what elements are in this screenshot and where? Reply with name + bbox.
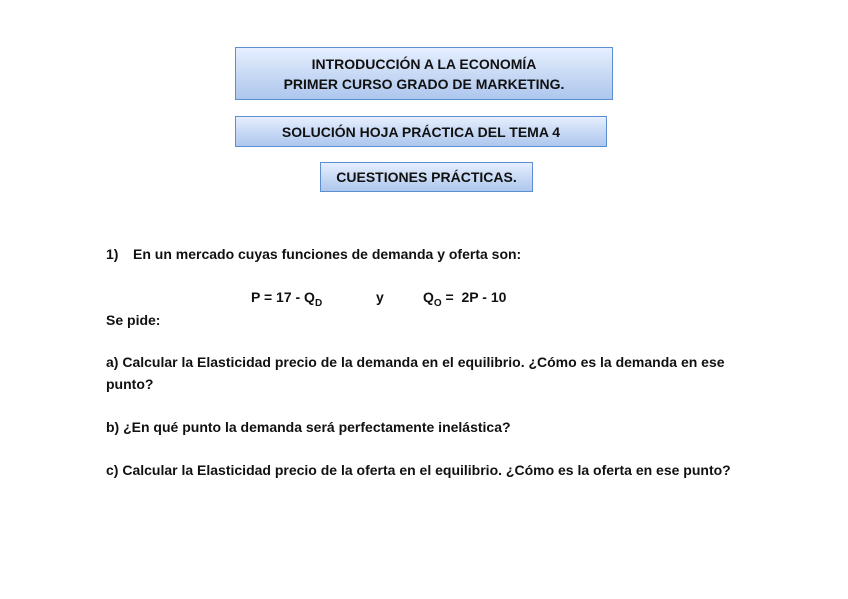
demand-function — [251, 286, 322, 308]
part-a-question: a) Calcular la Elasticidad precio de la demanda en el equilibrio. ¿Cómo es la demanda en ese punto? — [106, 354, 725, 392]
solution-title: SOLUCIÓN HOJA PRÁCTICA DEL TEMA 4 — [281, 123, 561, 140]
question-1-text: En un mercado cuyas funciones de demanda y oferta son: — [133, 246, 522, 262]
question-1-number: 1) — [106, 246, 119, 262]
part-b-question: b) ¿En qué punto la demanda será perfectamente inelástica? — [106, 419, 511, 435]
se-pide-label: Se pide: — [106, 312, 161, 328]
demand-subscript: D — [314, 298, 323, 309]
course-title-line2: PRIMER CURSO GRADO DE MARKETING. — [283, 75, 565, 92]
course-title-line1: INTRODUCCIÓN A LA ECONOMÍA — [311, 55, 537, 72]
question-1-statement — [106, 243, 521, 265]
solution-title-banner — [235, 116, 607, 147]
supply-function-rhs: = 2P - 10 — [441, 289, 507, 305]
part-c-question: c) Calcular la Elasticidad precio de la oferta en el equilibrio. ¿Cómo es la oferta en ese punto? — [106, 462, 731, 478]
course-title-banner — [235, 47, 613, 100]
formula-connector: y — [376, 289, 384, 305]
supply-function-lhs: Q — [423, 289, 434, 305]
supply-subscript: O — [433, 298, 442, 309]
demand-function-lhs: P = 17 - Q — [251, 289, 315, 305]
section-title: CUESTIONES PRÁCTICAS. — [336, 169, 517, 185]
supply-function — [423, 286, 506, 308]
section-title-banner — [320, 162, 533, 192]
